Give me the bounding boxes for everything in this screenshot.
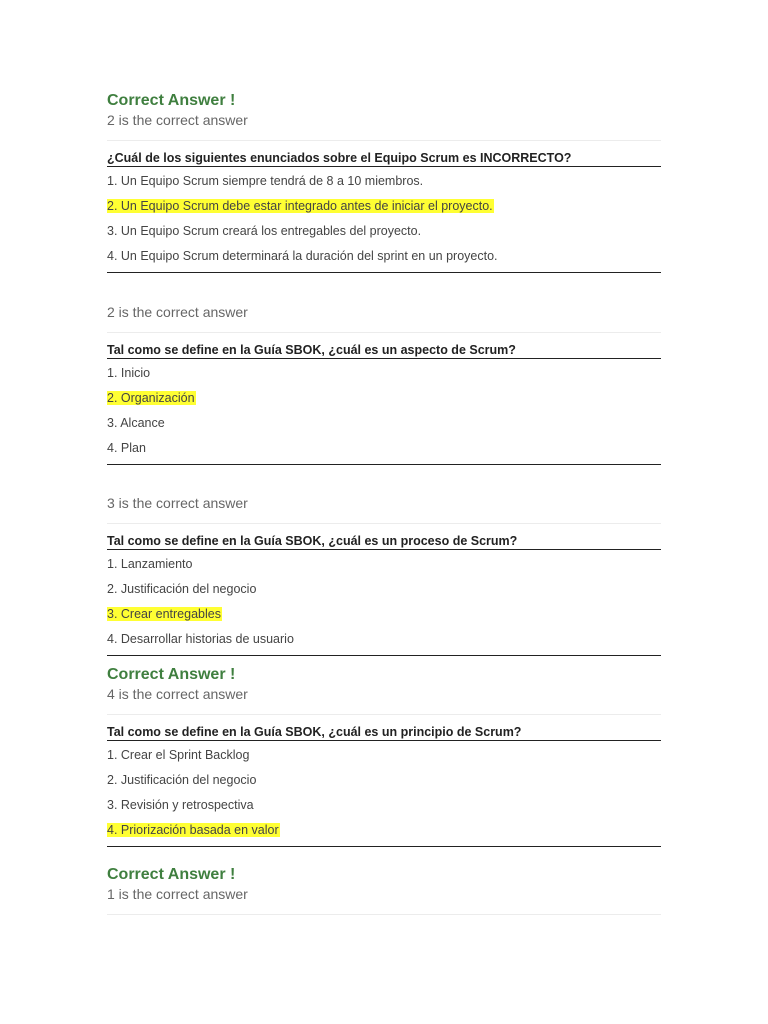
divider: [107, 332, 661, 333]
option-item: 3. Alcance: [107, 416, 165, 430]
result-status: [107, 474, 661, 494]
option-item: 1. Crear el Sprint Backlog: [107, 748, 250, 762]
section-divider: [107, 272, 661, 273]
section-divider: [107, 846, 661, 847]
option-item: 2. Justificación del negocio: [107, 582, 257, 596]
option-list: [107, 365, 661, 456]
correct-answer-line: 2 is the correct answer: [107, 112, 248, 128]
option-item: 4. Plan: [107, 441, 146, 455]
correct-answer-line: 4 is the correct answer: [107, 686, 248, 702]
option-item: 1. Un Equipo Scrum siempre tendrá de 8 a 10 miembros.: [107, 174, 424, 188]
option-item-correct: 4. Priorización basada en valor: [107, 823, 279, 837]
option-item-correct: 2. Organización: [107, 391, 195, 405]
question-block: [107, 665, 661, 865]
divider: [107, 523, 661, 524]
question-text: Tal como se define en la Guía SBOK, ¿cuál es un principio de Scrum?: [107, 724, 661, 741]
result-status: Correct Answer !: [107, 866, 236, 883]
result-status: [107, 283, 661, 303]
divider: [107, 140, 661, 141]
final-result-block: [107, 865, 661, 915]
result-status: Correct Answer !: [107, 666, 236, 683]
quiz-results: [107, 91, 661, 924]
question-block: [107, 283, 661, 474]
question-text: Tal como se define en la Guía SBOK, ¿cuál es un aspecto de Scrum?: [107, 342, 661, 359]
question-block: [107, 474, 661, 665]
option-list: [107, 173, 661, 264]
option-item-correct: 3. Crear entregables: [107, 607, 221, 621]
option-item: 1. Lanzamiento: [107, 557, 193, 571]
divider: [107, 714, 661, 715]
result-status: Correct Answer !: [107, 92, 236, 109]
option-item: 2. Justificación del negocio: [107, 773, 257, 787]
question-text: ¿Cuál de los siguientes enunciados sobre el Equipo Scrum es INCORRECTO?: [107, 150, 661, 167]
option-item: 3. Un Equipo Scrum creará los entregables del proyecto.: [107, 224, 422, 238]
option-item: 1. Inicio: [107, 366, 151, 380]
option-item: 4. Un Equipo Scrum determinará la duración del sprint en un proyecto.: [107, 249, 498, 263]
section-divider: [107, 464, 661, 465]
correct-answer-line: 2 is the correct answer: [107, 304, 248, 320]
option-item: 3. Revisión y retrospectiva: [107, 798, 254, 812]
correct-answer-line: 3 is the correct answer: [107, 495, 248, 511]
option-list: [107, 747, 661, 838]
question-text: Tal como se define en la Guía SBOK, ¿cuál es un proceso de Scrum?: [107, 533, 661, 550]
option-item: 4. Desarrollar historias de usuario: [107, 632, 294, 646]
option-item-correct: 2. Un Equipo Scrum debe estar integrado antes de iniciar el proyecto.: [107, 199, 493, 213]
option-list: [107, 556, 661, 647]
section-divider: [107, 655, 661, 656]
correct-answer-line: 1 is the correct answer: [107, 886, 248, 902]
divider: [107, 914, 661, 915]
question-block: [107, 91, 661, 283]
